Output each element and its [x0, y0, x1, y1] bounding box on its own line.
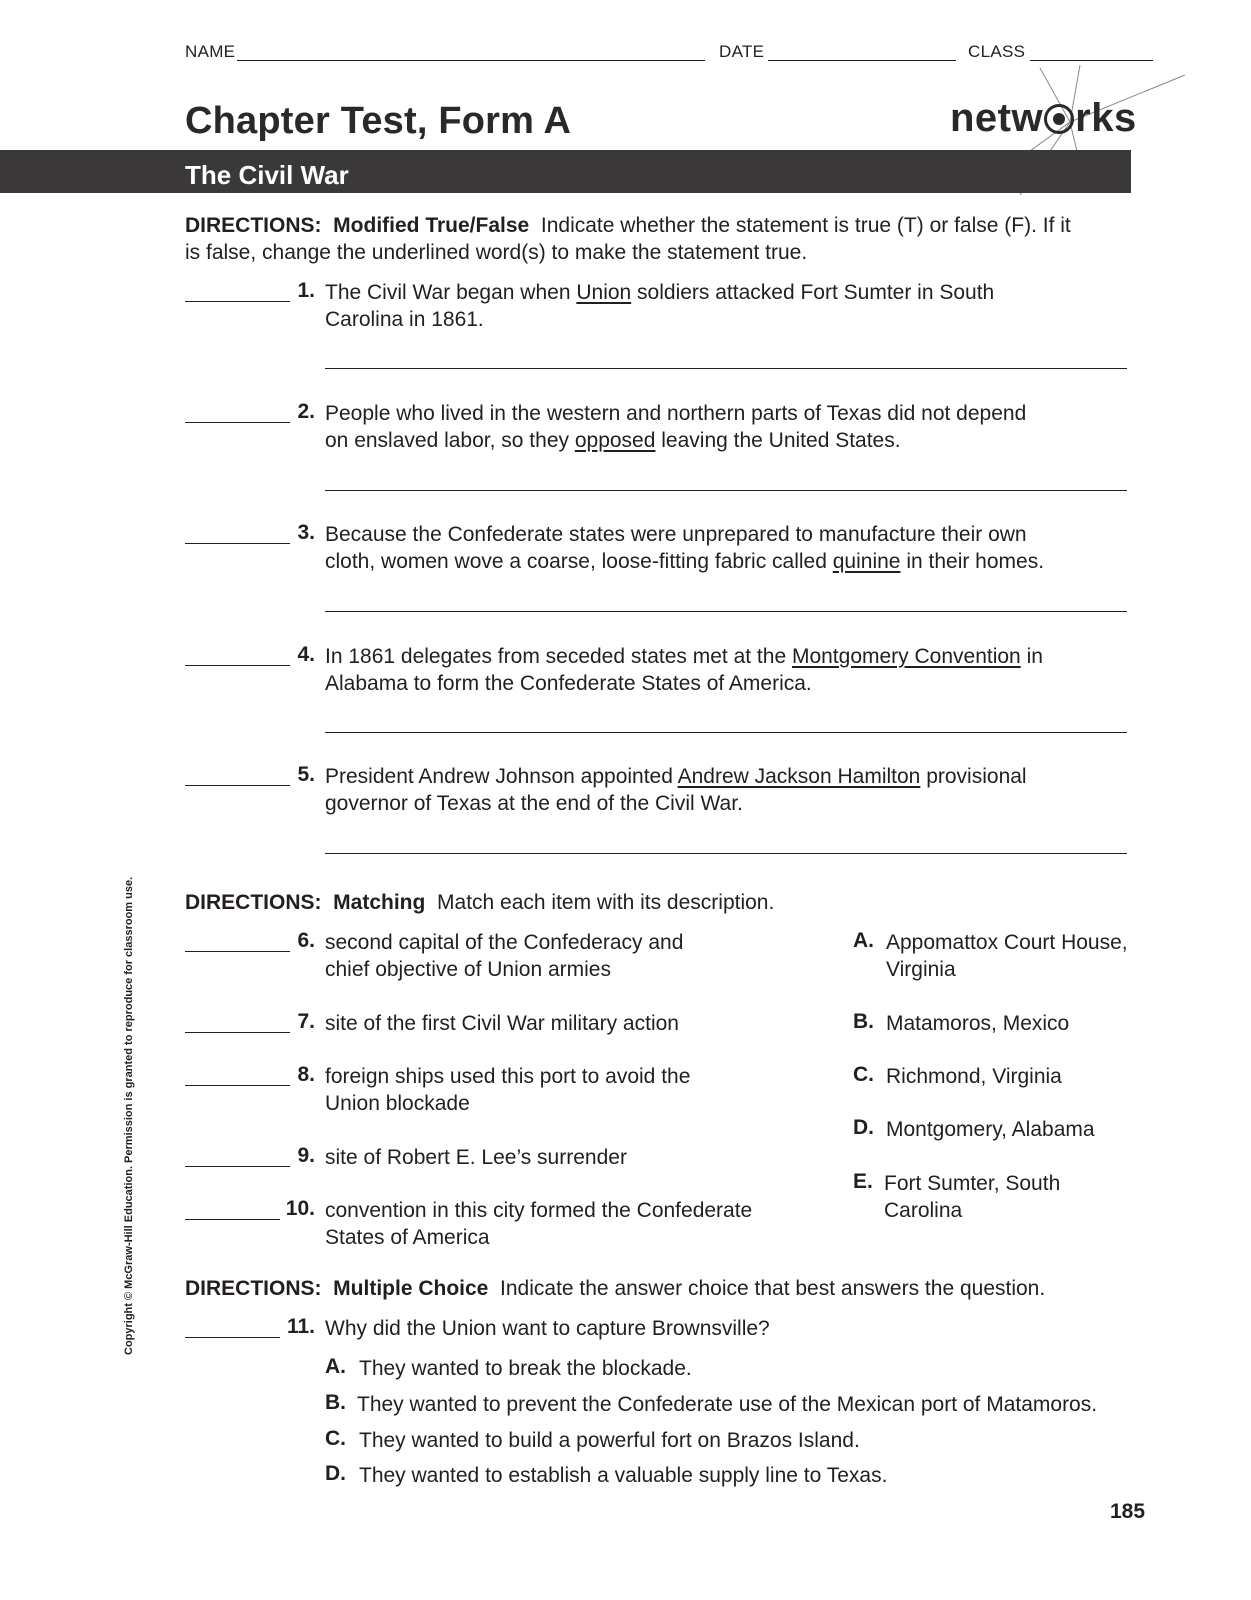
option-b: They wanted to prevent the Confederate use of the Mexican port of Matamoros. [357, 1393, 1098, 1416]
answer-blank-1[interactable] [185, 301, 290, 302]
choice-letter: C. [853, 1063, 874, 1086]
page-number: 185 [1110, 1500, 1146, 1523]
chapter-title: The Civil War [185, 160, 349, 190]
option-c: They wanted to build a powerful fort on Brazos Island. [359, 1429, 860, 1452]
directions-true-false: DIRECTIONS: Modified True/False Indicate whether the statement is true (T) or false (F). If it is false, change the underlined word(s) to make the statement true. [185, 214, 1071, 264]
date-label: DATE [719, 42, 765, 61]
matching-choice-e: Fort Sumter, South Carolina [884, 1172, 1061, 1222]
chapter-banner [0, 150, 1131, 193]
option-letter: D. [325, 1462, 346, 1485]
option-letter: C. [325, 1427, 346, 1450]
question-number: 8. [297, 1063, 315, 1086]
question-number: 3. [297, 521, 315, 544]
answer-blank-8[interactable] [185, 1085, 290, 1086]
matching-choice-d: Montgomery, Alabama [886, 1118, 1095, 1141]
answer-blank-9[interactable] [185, 1166, 290, 1167]
answer-blank-11[interactable] [185, 1337, 280, 1338]
answer-blank-5[interactable] [185, 785, 290, 786]
question-number: 6. [297, 929, 315, 952]
class-label: CLASS [968, 42, 1026, 61]
choice-letter: D. [853, 1116, 874, 1139]
correction-line-5[interactable] [325, 853, 1127, 854]
answer-blank-10[interactable] [185, 1219, 280, 1220]
matching-choice-c: Richmond, Virginia [886, 1065, 1062, 1088]
question-number: 1. [297, 279, 315, 302]
logo-o-icon [1044, 104, 1074, 134]
question-number: 7. [297, 1010, 315, 1033]
name-field[interactable] [237, 60, 705, 61]
question-4-text: In 1861 delegates from seceded states met at the Montgomery Convention in Alabama to form the Confederate States of America. [325, 645, 1043, 695]
question-number: 5. [297, 763, 315, 786]
correction-line-2[interactable] [325, 490, 1127, 491]
page-title: Chapter Test, Form A [185, 100, 572, 142]
question-1-text: The Civil War began when Union soldiers attacked Fort Sumter in South Carolina in 1861. [325, 281, 995, 331]
answer-blank-6[interactable] [185, 951, 290, 952]
answer-blank-7[interactable] [185, 1032, 290, 1033]
matching-choice-a: Appomattox Court House, Virginia [886, 931, 1128, 981]
choice-letter: A. [853, 929, 874, 952]
matching-item-10: convention in this city formed the Confederate States of America [325, 1199, 753, 1249]
option-a: They wanted to break the blockade. [359, 1357, 692, 1380]
answer-blank-3[interactable] [185, 543, 290, 544]
choice-letter: E. [853, 1170, 873, 1193]
option-d: They wanted to establish a valuable supply line to Texas. [359, 1464, 888, 1487]
matching-item-8: foreign ships used this port to avoid the Union blockade [325, 1065, 691, 1115]
correction-line-4[interactable] [325, 732, 1127, 733]
question-number: 9. [297, 1144, 315, 1167]
matching-item-9: site of Robert E. Lee’s surrender [325, 1146, 627, 1169]
networks-logo: netw rks [950, 96, 1137, 140]
matching-choice-b: Matamoros, Mexico [886, 1012, 1070, 1035]
copyright-notice: Copyright © McGraw-Hill Education. Permission is granted to reproduce for classroom use. [123, 876, 135, 1355]
directions-matching: DIRECTIONS: Matching Match each item with its description. [185, 891, 775, 914]
date-field[interactable] [768, 60, 956, 61]
option-letter: B. [325, 1391, 346, 1414]
directions-multiple-choice: DIRECTIONS: Multiple Choice Indicate the answer choice that best answers the question. [185, 1277, 1046, 1300]
question-number: 10. [285, 1197, 315, 1220]
correction-line-1[interactable] [325, 368, 1127, 369]
question-number: 4. [297, 643, 315, 666]
question-5-text: President Andrew Johnson appointed Andrew Jackson Hamilton provisional governor of Texas at the end of the Civil War. [325, 765, 1027, 815]
question-number: 11. [286, 1315, 315, 1338]
option-letter: A. [325, 1355, 346, 1378]
question-2-text: People who lived in the western and northern parts of Texas did not depend on enslaved labor, so they opposed leaving the United States. [325, 402, 1027, 452]
correction-line-3[interactable] [325, 611, 1127, 612]
answer-blank-2[interactable] [185, 422, 290, 423]
question-11-text: Why did the Union want to capture Brownsville? [325, 1317, 770, 1340]
matching-item-7: site of the first Civil War military action [325, 1012, 679, 1035]
question-3-text: Because the Confederate states were unprepared to manufacture their own cloth, women wove a coarse, loose-fitting fabric called quinine in their homes. [325, 523, 1045, 573]
matching-item-6: second capital of the Confederacy and chief objective of Union armies [325, 931, 684, 981]
choice-letter: B. [853, 1010, 874, 1033]
answer-blank-4[interactable] [185, 665, 290, 666]
name-label: NAME [185, 42, 236, 61]
question-number: 2. [297, 400, 315, 423]
